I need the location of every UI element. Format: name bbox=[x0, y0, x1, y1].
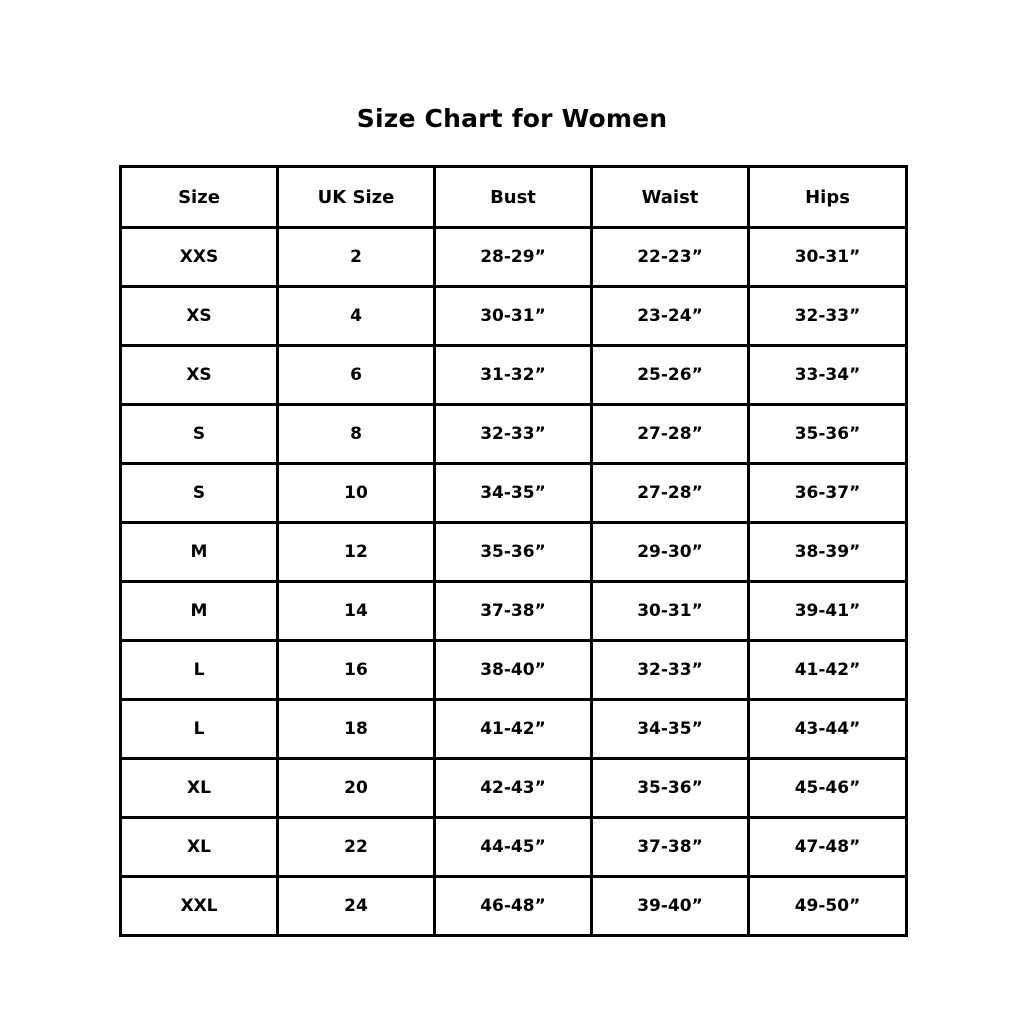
cell-size: S bbox=[121, 464, 278, 523]
cell-waist: 32-33” bbox=[592, 641, 749, 700]
cell-hips: 41-42” bbox=[749, 641, 907, 700]
cell-hips: 47-48” bbox=[749, 818, 907, 877]
cell-waist: 22-23” bbox=[592, 228, 749, 287]
cell-uk-size: 6 bbox=[278, 346, 435, 405]
cell-waist: 23-24” bbox=[592, 287, 749, 346]
cell-size: L bbox=[121, 700, 278, 759]
cell-bust: 41-42” bbox=[435, 700, 592, 759]
cell-hips: 30-31” bbox=[749, 228, 907, 287]
cell-waist: 30-31” bbox=[592, 582, 749, 641]
column-header-size: Size bbox=[121, 167, 278, 228]
cell-bust: 31-32” bbox=[435, 346, 592, 405]
cell-size: XL bbox=[121, 818, 278, 877]
table-row bbox=[121, 228, 907, 287]
cell-uk-size: 20 bbox=[278, 759, 435, 818]
cell-hips: 39-41” bbox=[749, 582, 907, 641]
cell-bust: 44-45” bbox=[435, 818, 592, 877]
cell-hips: 35-36” bbox=[749, 405, 907, 464]
table-row bbox=[121, 818, 907, 877]
cell-bust: 34-35” bbox=[435, 464, 592, 523]
cell-waist: 39-40” bbox=[592, 877, 749, 936]
cell-size: L bbox=[121, 641, 278, 700]
cell-uk-size: 2 bbox=[278, 228, 435, 287]
cell-uk-size: 22 bbox=[278, 818, 435, 877]
cell-uk-size: 14 bbox=[278, 582, 435, 641]
cell-hips: 38-39” bbox=[749, 523, 907, 582]
cell-hips: 43-44” bbox=[749, 700, 907, 759]
table-row bbox=[121, 523, 907, 582]
table-row bbox=[121, 405, 907, 464]
cell-size: M bbox=[121, 523, 278, 582]
cell-size: M bbox=[121, 582, 278, 641]
size-chart-table bbox=[119, 165, 908, 937]
cell-hips: 32-33” bbox=[749, 287, 907, 346]
cell-size: XS bbox=[121, 346, 278, 405]
column-header-bust: Bust bbox=[435, 167, 592, 228]
table-row bbox=[121, 287, 907, 346]
table-row bbox=[121, 877, 907, 936]
cell-hips: 36-37” bbox=[749, 464, 907, 523]
cell-bust: 42-43” bbox=[435, 759, 592, 818]
table-row bbox=[121, 582, 907, 641]
cell-waist: 27-28” bbox=[592, 464, 749, 523]
cell-bust: 46-48” bbox=[435, 877, 592, 936]
cell-waist: 34-35” bbox=[592, 700, 749, 759]
cell-size: XL bbox=[121, 759, 278, 818]
cell-hips: 49-50” bbox=[749, 877, 907, 936]
cell-uk-size: 12 bbox=[278, 523, 435, 582]
cell-bust: 30-31” bbox=[435, 287, 592, 346]
table-row bbox=[121, 346, 907, 405]
column-header-waist: Waist bbox=[592, 167, 749, 228]
cell-bust: 32-33” bbox=[435, 405, 592, 464]
cell-bust: 38-40” bbox=[435, 641, 592, 700]
cell-waist: 27-28” bbox=[592, 405, 749, 464]
column-header-hips: Hips bbox=[749, 167, 907, 228]
cell-waist: 25-26” bbox=[592, 346, 749, 405]
cell-waist: 37-38” bbox=[592, 818, 749, 877]
size-chart-table-container bbox=[119, 165, 905, 937]
table-row bbox=[121, 464, 907, 523]
table-row bbox=[121, 759, 907, 818]
column-header-uk-size: UK Size bbox=[278, 167, 435, 228]
cell-bust: 28-29” bbox=[435, 228, 592, 287]
cell-size: S bbox=[121, 405, 278, 464]
cell-bust: 35-36” bbox=[435, 523, 592, 582]
cell-waist: 35-36” bbox=[592, 759, 749, 818]
cell-uk-size: 18 bbox=[278, 700, 435, 759]
table-header-row bbox=[121, 167, 907, 228]
cell-waist: 29-30” bbox=[592, 523, 749, 582]
table-row bbox=[121, 641, 907, 700]
cell-bust: 37-38” bbox=[435, 582, 592, 641]
cell-hips: 33-34” bbox=[749, 346, 907, 405]
cell-uk-size: 16 bbox=[278, 641, 435, 700]
table-row bbox=[121, 700, 907, 759]
cell-size: XXS bbox=[121, 228, 278, 287]
cell-uk-size: 8 bbox=[278, 405, 435, 464]
cell-hips: 45-46” bbox=[749, 759, 907, 818]
cell-uk-size: 24 bbox=[278, 877, 435, 936]
page-title: Size Chart for Women bbox=[356, 104, 668, 133]
cell-uk-size: 4 bbox=[278, 287, 435, 346]
cell-size: XS bbox=[121, 287, 278, 346]
cell-uk-size: 10 bbox=[278, 464, 435, 523]
cell-size: XXL bbox=[121, 877, 278, 936]
